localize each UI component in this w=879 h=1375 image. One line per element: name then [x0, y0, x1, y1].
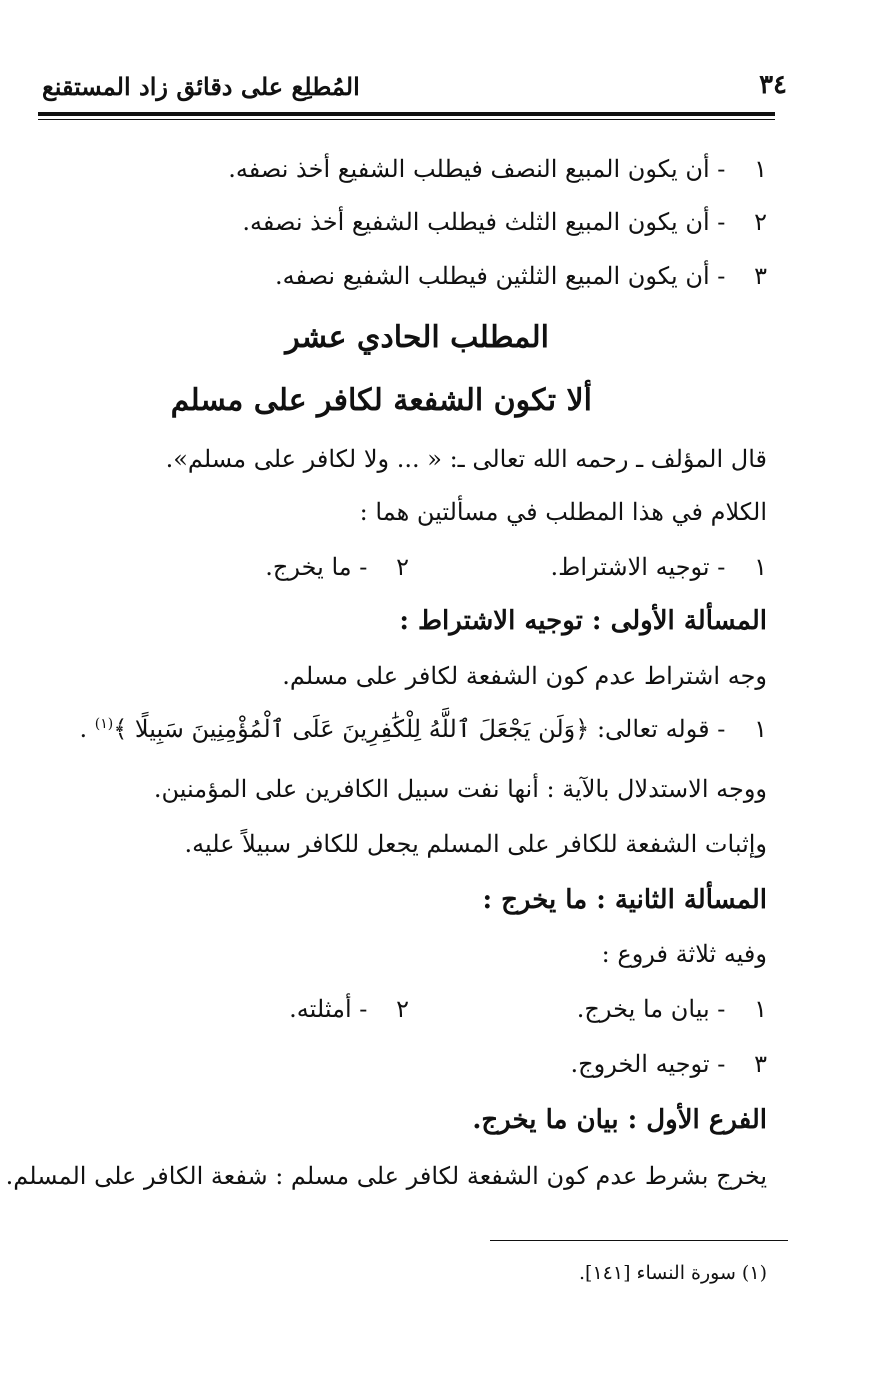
list-item-text: - أن يكون المبيع النصف فيطلب الشفيع أخذ نصفه.	[228, 155, 726, 183]
issue1-title: المسألة الأولى : توجيه الاشتراط :	[399, 606, 767, 636]
quran-evidence	[79, 715, 767, 743]
list-item-text: - ما يخرج.	[265, 553, 368, 581]
intro-paragraph: الكلام في هذا المطلب في مسألتين هما :	[359, 498, 767, 526]
author-quote: قال المؤلف ـ رحمه الله تعالى ـ: « ... ولا لكافر على مسلم».	[165, 445, 767, 473]
branch1-paragraph: يخرج بشرط عدم كون الشفعة لكافر على مسلم : شفعة الكافر على المسلم.	[5, 1162, 767, 1190]
list-item	[228, 155, 767, 183]
issue-list-item	[265, 553, 409, 581]
list-item-number: ٢	[396, 995, 409, 1023]
page-number: ٣٤	[759, 70, 787, 100]
list-item-text: - بيان ما يخرج.	[576, 995, 726, 1023]
issue1-paragraph: وجه اشتراط عدم كون الشفعة لكافر على مسلم.	[282, 662, 767, 690]
list-item-number: ١	[754, 995, 767, 1023]
branch1-title: الفرع الأول : بيان ما يخرج.	[472, 1105, 767, 1135]
running-header-title: المُطلِع على دقائق زاد المستقنع	[42, 72, 360, 101]
list-item	[242, 208, 767, 236]
reasoning-paragraph: ووجه الاستدلال بالآية : أنها نفت سبيل الكافرين على المؤمنين.	[153, 775, 767, 803]
list-item-number: ٣	[754, 262, 767, 290]
list-item-text: - أن يكون المبيع الثلث فيطلب الشفيع أخذ نصفه.	[242, 208, 726, 236]
list-item-number: ١	[754, 715, 767, 743]
footnote: (١) سورة النساء [١٤١].	[578, 1262, 767, 1284]
issue-list-item	[551, 553, 767, 581]
list-item-text: - أمثلته.	[289, 995, 368, 1023]
footnote-marker: (١)	[94, 716, 114, 732]
branch-list-item	[571, 1050, 767, 1078]
list-item-text: - توجيه الاشتراط.	[550, 553, 726, 581]
branch-list-item	[577, 995, 767, 1023]
branch-list-item	[289, 995, 409, 1023]
list-item-text: - أن يكون المبيع الثلثين فيطلب الشفيع نصفه.	[274, 262, 726, 290]
list-item-text: - توجيه الخروج.	[570, 1050, 726, 1078]
verse-end-punct: .	[79, 715, 88, 743]
section-heading: المطلب الحادي عشر	[285, 320, 549, 355]
list-item-number: ١	[754, 155, 767, 183]
footnote-separator	[490, 1240, 788, 1241]
list-item-number: ٢	[754, 208, 767, 236]
list-item-number: ٢	[396, 553, 409, 581]
list-item-number: ٣	[754, 1050, 767, 1078]
list-item-number: ١	[754, 553, 767, 581]
quran-verse: - قوله تعالى: ﴿وَلَن يَجْعَلَ ٱللَّهُ لِلْكَٰفِرِينَ عَلَى ٱلْمُؤْمِنِينَ سَبِيلًا ﴾	[113, 715, 726, 743]
header-rule-thick	[38, 112, 775, 116]
issue2-title: المسألة الثانية : ما يخرج :	[482, 885, 767, 915]
header-rule-thin	[38, 119, 775, 120]
list-item	[275, 262, 767, 290]
issue2-intro: وفيه ثلاثة فروع :	[601, 940, 767, 968]
reasoning-paragraph: وإثبات الشفعة للكافر على المسلم يجعل للكافر سبيلاً عليه.	[184, 830, 767, 858]
section-title: ألا تكون الشفعة لكافر على مسلم	[170, 383, 592, 418]
